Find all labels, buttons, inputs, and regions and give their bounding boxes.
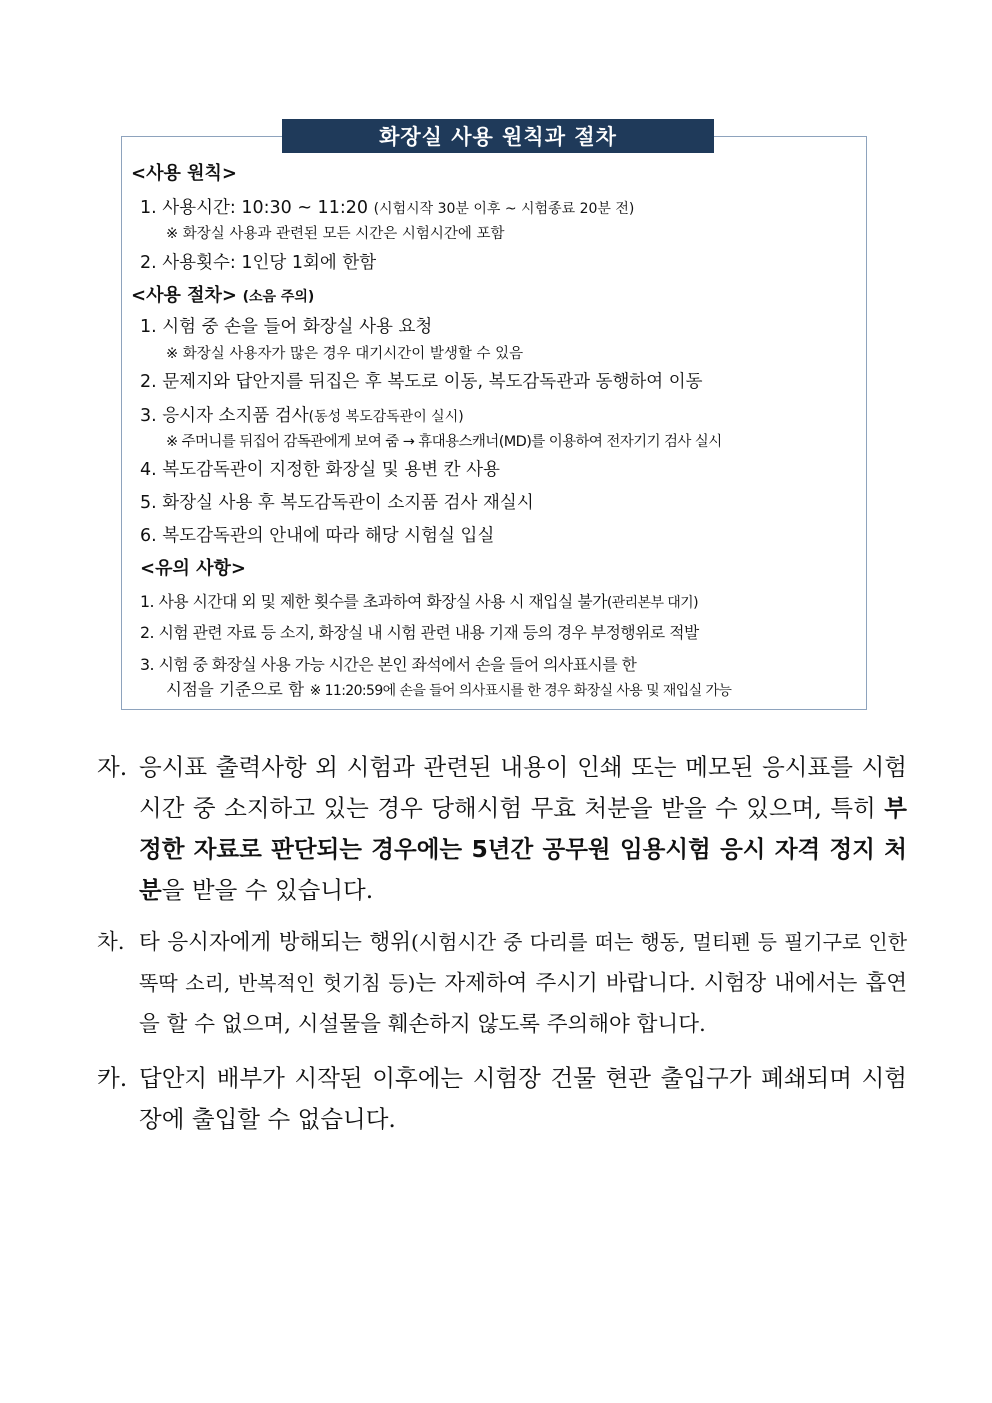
procedure-item-2: 2. 문제지와 답안지를 뒤집은 후 복도로 이동, 복도감독관과 동행하여 이동 [140,372,703,392]
paragraph-ja-marker: 자. [97,753,128,781]
paragraph-ja-text-a: 응시표 출력사항 외 시험과 관련된 내용이 인쇄 또는 메모된 응시표를 시험시간 중 소지하고 있는 경우 당해시험 무효 처분을 받을 수 있으며, 특히 [139,753,907,822]
cautions-item-1 [140,591,698,614]
principles-heading: <사용 원칙> [131,163,237,184]
paragraph-cha-marker: 차. [97,930,125,955]
principles-item-1-text: 1. 사용시간: 10:30 ~ 11:20 [140,198,368,218]
paragraph-cha [97,922,907,1045]
paragraph-ja-text-b: 을 받을 수 있습니다. [161,876,374,904]
principles-item-2: 2. 사용횟수: 1인당 1회에 한함 [140,253,377,273]
procedure-item-3 [140,405,464,428]
principles-item-1-note: ※ 화장실 사용과 관련된 모든 시간은 시험시간에 포함 [166,226,505,242]
paragraph-ka-text: 답안지 배부가 시작된 이후에는 시험장 건물 현관 출입구가 폐쇄되며 시험장에 출입할 수 없습니다. [139,1064,907,1133]
paragraph-cha-text-b: 는 자제하여 주시기 바랍니다. 시험장 내에서는 흡연을 할 수 없으며, 시설물을 훼손하지 않도록 주의해야 합니다. [139,971,907,1037]
procedure-item-4: 4. 복도감독관이 지정한 화장실 및 용변 칸 사용 [140,460,500,480]
principles-item-1-sub: (시험시작 30분 이후 ~ 시험종료 20분 전) [373,201,635,217]
cautions-item-1-sub: (관리본부 대기) [606,595,698,611]
procedure-heading-sub: (소음 주의) [242,289,315,305]
paragraph-cha-body [139,922,907,1045]
procedure-heading-line [131,285,314,308]
paragraph-ka [97,1058,907,1140]
paragraph-cha-paren: (시험시간 중 다리를 떠는 행동, 멀티펜 등 필기구로 인한 똑딱 소리, 반복적인 헛기침 등) [139,930,908,995]
procedure-item-1: 1. 시험 중 손을 들어 화장실 사용 요청 [140,317,433,337]
procedure-item-5: 5. 화장실 사용 후 복도감독관이 소지품 검사 재실시 [140,493,534,513]
procedure-item-3-sub: (동성 복도감독관이 실시) [308,409,464,425]
procedure-item-3-note: ※ 주머니를 뒤집어 감독관에게 보여 줌 → 휴대용스캐너(MD)를 이용하여 전자기기 검사 실시 [166,434,722,450]
cautions-heading: <유의 사항> [140,558,246,579]
box-title: 화장실 사용 원칙과 절차 [282,119,714,153]
cautions-item-2: 2. 시험 관련 자료 등 소지, 화장실 내 시험 관련 내용 기재 등의 경우 부정행위로 적발 [140,623,699,642]
procedure-item-3-text: 3. 응시자 소지품 검사 [140,406,309,426]
paragraph-ja [97,747,907,911]
paragraph-ja-bold: 부정한 자료로 판단되는 경우에는 5년간 공무원 임용시험 응시 자격 정지 처분 [139,794,907,904]
cautions-item-3-text: 시점을 기준으로 함 [166,680,305,699]
procedure-heading: <사용 절차> [131,285,237,306]
cautions-item-1-text: 1. 사용 시간대 외 및 제한 횟수를 초과하여 화장실 사용 시 재입실 불가 [140,592,607,611]
paragraph-ja-body [139,747,907,911]
procedure-item-6: 6. 복도감독관의 안내에 따라 해당 시험실 입실 [140,526,495,546]
paragraph-cha-text-a: 타 응시자에게 방해되는 행위 [139,930,411,955]
principles-item-1 [140,197,634,220]
cautions-item-3-line-1: 3. 시험 중 화장실 사용 가능 시간은 본인 좌석에서 손을 들어 의사표시를 한 [140,655,637,674]
paragraph-ka-marker: 카. [97,1064,128,1092]
cautions-item-3-note: ※ 11:20:59에 손을 들어 의사표시를 한 경우 화장실 사용 및 재입실 가능 [309,683,732,699]
cautions-item-3-line-2 [166,679,731,702]
procedure-item-1-note: ※ 화장실 사용자가 많은 경우 대기시간이 발생할 수 있음 [166,346,524,362]
